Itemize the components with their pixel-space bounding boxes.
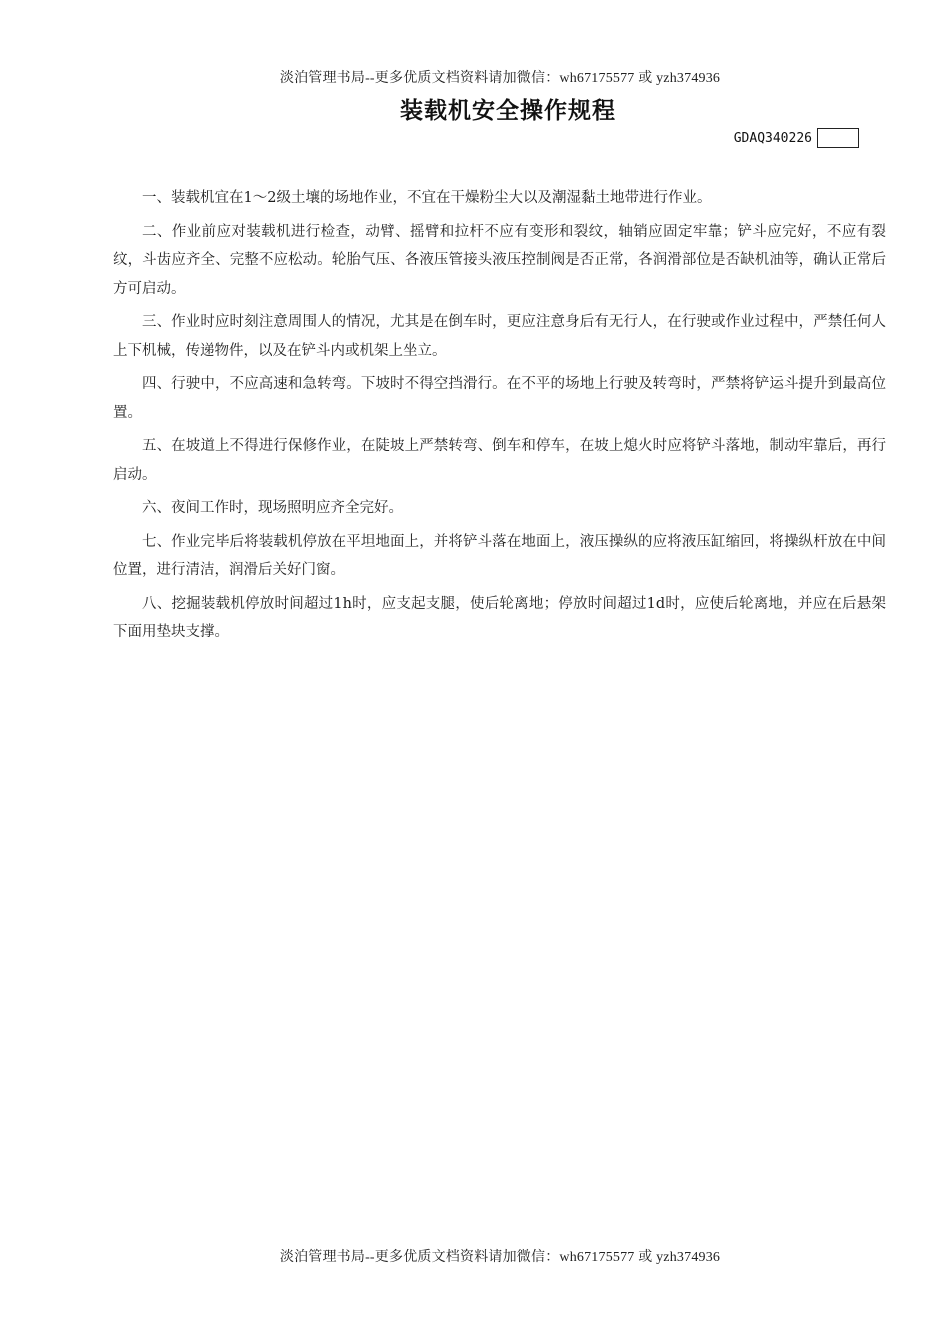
header-note: 淡泊管理书局--更多优质文档资料请加微信：wh67175577 或 yzh374936 — [279, 71, 721, 86]
doc-code-box — [817, 128, 859, 148]
paragraph-3: 三、作业时应时刻注意周围人的情况，尤其是在倒车时，更应注意身后有无行人，在行驶或作业过程中，严禁任何人上下机械，传递物件，以及在铲斗内或机架上坐立。 — [113, 314, 886, 359]
paragraph-1: 一、装载机宜在1～2级土壤的场地作业，不宜在干燥粉尘大以及潮湿黏土地带进行作业。 — [142, 190, 712, 206]
doc-code-row — [734, 128, 859, 148]
paragraph-4: 四、行驶中，不应高速和急转弯。下坡时不得空挡滑行。在不平的场地上行驶及转弯时，严禁将铲运斗提升到最高位置。 — [113, 376, 886, 421]
paragraph-8: 八、挖掘装载机停放时间超过1h时，应支起支腿，使后轮离地；停放时间超过1d时，应使后轮离地，并应在后悬架下面用垫块支撑。 — [113, 595, 886, 640]
document-body — [113, 184, 886, 652]
footer-note: 淡泊管理书局--更多优质文档资料请加微信：wh67175577 或 yzh374936 — [279, 1250, 721, 1265]
document-title: 装载机安全操作规程 — [400, 98, 616, 124]
doc-code: GDAQ340226 — [733, 130, 812, 146]
paragraph-6: 六、夜间工作时，现场照明应齐全完好。 — [142, 500, 403, 516]
paragraph-2: 二、作业前应对装载机进行检查，动臂、摇臂和拉杆不应有变形和裂纹，轴销应固定牢靠；铲斗应完好，不应有裂纹，斗齿应齐全、完整不应松动。轮胎气压、各液压管接头液压控制阀是否正常，各润滑部位是否缺机油等，确认正常后方可启动。 — [113, 223, 886, 297]
paragraph-7: 七、作业完毕后将装载机停放在平坦地面上，并将铲斗落在地面上，液压操纵的应将液压缸缩回，将操纵杆放在中间位置，进行清洁，润滑后关好门窗。 — [113, 533, 886, 578]
paragraph-5: 五、在坡道上不得进行保修作业，在陡坡上严禁转弯、倒车和停车，在坡上熄火时应将铲斗落地，制动牢靠后，再行启动。 — [113, 438, 886, 483]
